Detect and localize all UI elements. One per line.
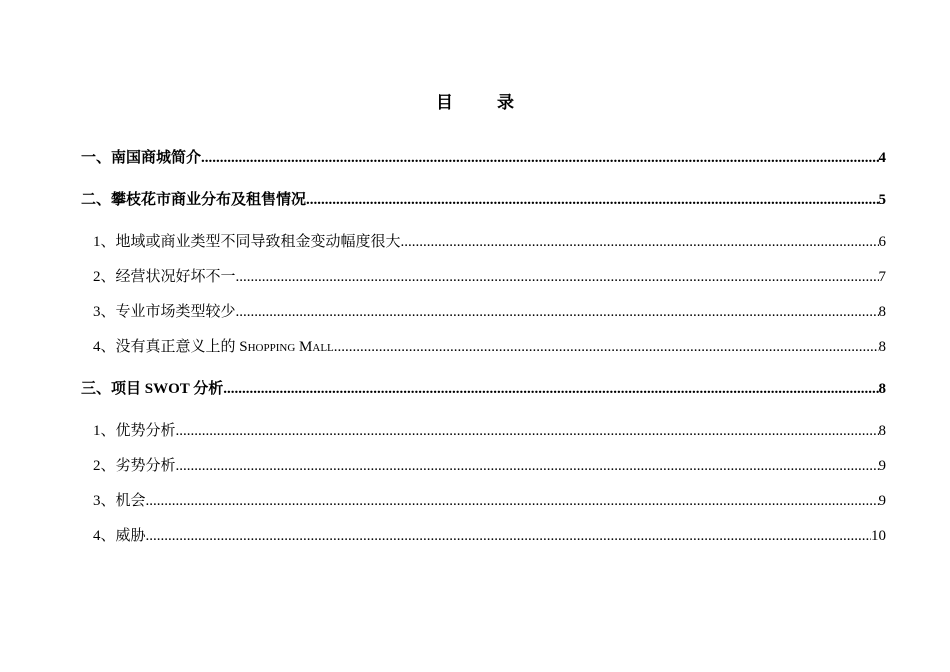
- toc-entry-page-number: 10: [871, 528, 886, 544]
- toc-entry-intro[interactable]: [81, 148, 886, 168]
- toc-entry-opportunities[interactable]: [93, 491, 886, 511]
- toc-entry-page-number: 8: [878, 339, 886, 355]
- toc-entry-page-number: 9: [878, 493, 886, 509]
- dot-leader: [223, 379, 878, 399]
- toc-title-char-1: 目: [436, 93, 453, 112]
- toc-entry-label: 2、经营状况好坏不一: [93, 269, 236, 285]
- toc-entry-label: 三、项目 SWOT 分析: [81, 381, 224, 397]
- toc-entry-page-number: 9: [878, 458, 886, 474]
- toc-entry-label: 1、地域或商业类型不同导致租金变动幅度很大: [93, 234, 401, 250]
- toc-title-char-2: 录: [497, 93, 514, 112]
- dot-leader: [201, 148, 878, 168]
- dot-leader: [334, 337, 879, 357]
- toc-entry-strengths[interactable]: [93, 421, 886, 441]
- toc-entry-label: 二、攀枝花市商业分布及租售情况: [81, 192, 307, 208]
- toc-entry-page-number: 7: [878, 269, 886, 285]
- dot-leader: [306, 190, 878, 210]
- dot-leader: [176, 421, 879, 441]
- toc-entry-label: 1、优势分析: [93, 423, 176, 439]
- toc-entry-label: 4、威胁: [93, 528, 146, 544]
- toc-entry-specialty-markets[interactable]: [93, 302, 886, 322]
- toc-entry-label: 一、南国商城简介: [81, 150, 202, 166]
- toc-entry-threats[interactable]: [93, 526, 886, 546]
- toc-entry-label: [93, 337, 334, 357]
- toc-entry-page-number: 8: [878, 423, 886, 439]
- toc-entry-shopping-mall[interactable]: [93, 337, 886, 357]
- toc-entry-page-number: 4: [878, 150, 886, 166]
- toc-entry-label: 2、劣势分析: [93, 458, 176, 474]
- toc-entry-label-smallcaps: Shopping Mall: [239, 339, 334, 355]
- toc-entry-weaknesses[interactable]: [93, 456, 886, 476]
- toc-entry-label: 3、机会: [93, 493, 146, 509]
- dot-leader: [176, 456, 879, 476]
- toc-entry-page-number: 8: [878, 381, 886, 397]
- toc-entry-page-number: 6: [878, 234, 886, 250]
- dot-leader: [146, 491, 879, 511]
- toc-title: [0, 88, 950, 113]
- dot-leader: [401, 232, 879, 252]
- dot-leader: [236, 302, 879, 322]
- dot-leader: [236, 267, 879, 287]
- toc-entry-page-number: 5: [878, 192, 886, 208]
- toc-entry-label: 3、专业市场类型较少: [93, 304, 236, 320]
- toc-entry-label-prefix: 4、没有真正意义上的: [93, 339, 240, 355]
- toc-entry-page-number: 8: [878, 304, 886, 320]
- toc-entry-commerce-distribution[interactable]: [81, 190, 886, 210]
- toc-entry-business-status[interactable]: [93, 267, 886, 287]
- toc-entry-swot[interactable]: [81, 379, 886, 399]
- dot-leader: [146, 526, 871, 546]
- toc-entry-rent-variation[interactable]: [93, 232, 886, 252]
